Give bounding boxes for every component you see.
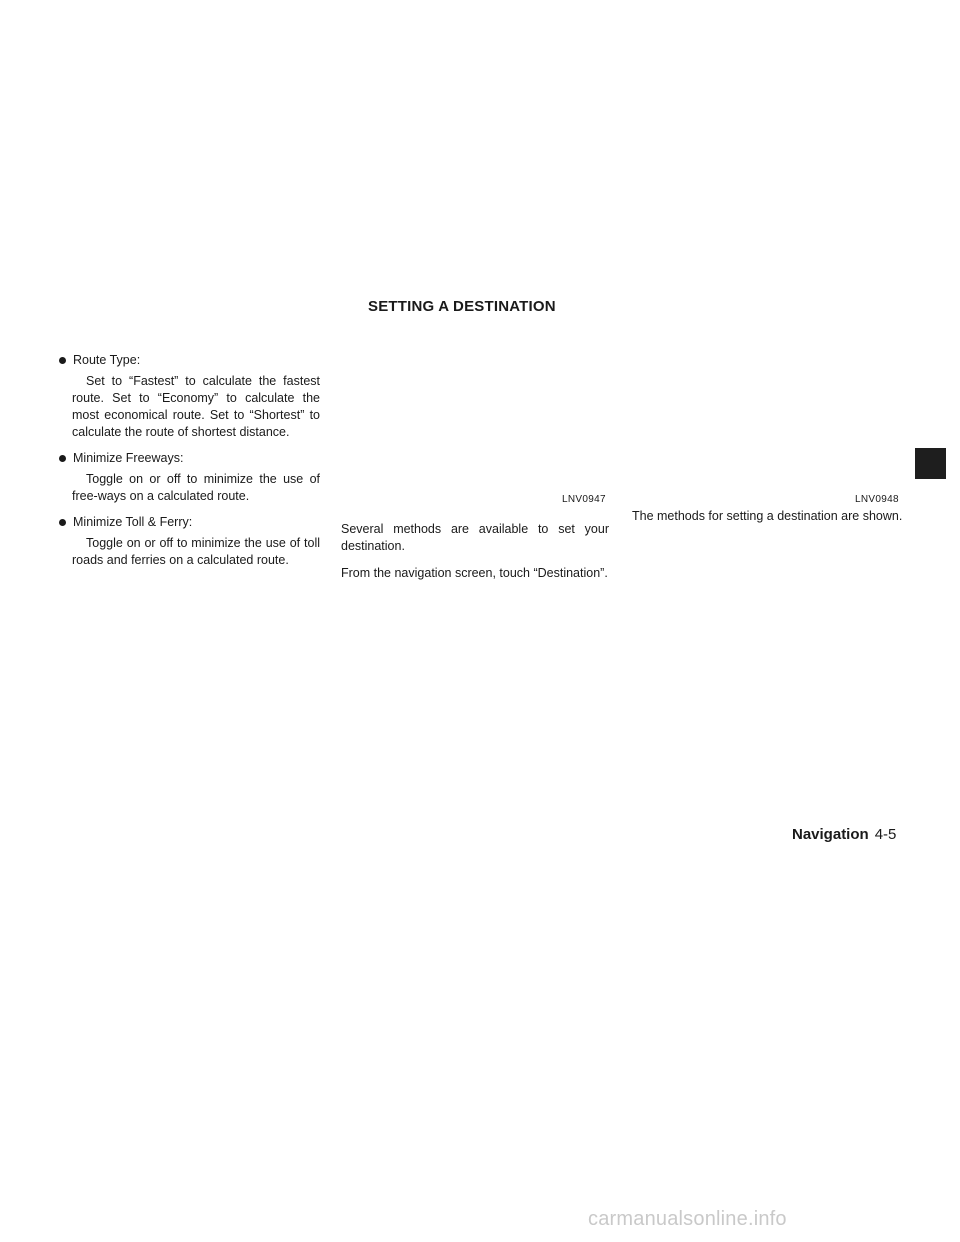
- bullet-icon: [59, 357, 66, 364]
- paragraph: From the navigation screen, touch “Destination”.: [341, 566, 608, 580]
- route-settings-list: [58, 352, 320, 578]
- page-footer: [792, 826, 896, 843]
- section-title: SETTING A DESTINATION: [368, 298, 556, 315]
- intro-text: [341, 521, 609, 592]
- bullet-icon: [59, 519, 66, 526]
- watermark: carmanualsonline.info: [588, 1208, 787, 1230]
- page-number: 4-5: [874, 826, 897, 843]
- figure-id-right: LNV0948: [855, 494, 899, 505]
- chapter-title: Navigation: [792, 826, 869, 843]
- chapter-tab-marker: [915, 448, 946, 479]
- list-item-minimize-toll-ferry: [58, 514, 320, 569]
- list-item-label: Minimize Toll & Ferry:: [73, 515, 193, 529]
- list-item-description: Set to “Fastest” to calculate the fastest route. Set to “Economy” to calculate the most economical route. Set to “Shortest” to calculate the route of shortest distance.: [72, 374, 320, 439]
- list-item-label: Minimize Freeways:: [73, 451, 184, 465]
- bullet-icon: [59, 455, 66, 462]
- list-item-description: Toggle on or off to minimize the use of toll roads and ferries on a calculated route.: [72, 536, 320, 567]
- list-item-minimize-freeways: [58, 450, 320, 505]
- paragraph: The methods for setting a destination are shown.: [632, 509, 903, 523]
- figure-id-middle: LNV0947: [562, 494, 606, 505]
- list-item-label: Route Type:: [73, 353, 141, 367]
- list-item-description: Toggle on or off to minimize the use of free-ways on a calculated route.: [72, 472, 320, 503]
- paragraph: Several methods are available to set your destination.: [341, 522, 609, 553]
- methods-text: [632, 508, 904, 535]
- list-item-route-type: [58, 352, 320, 441]
